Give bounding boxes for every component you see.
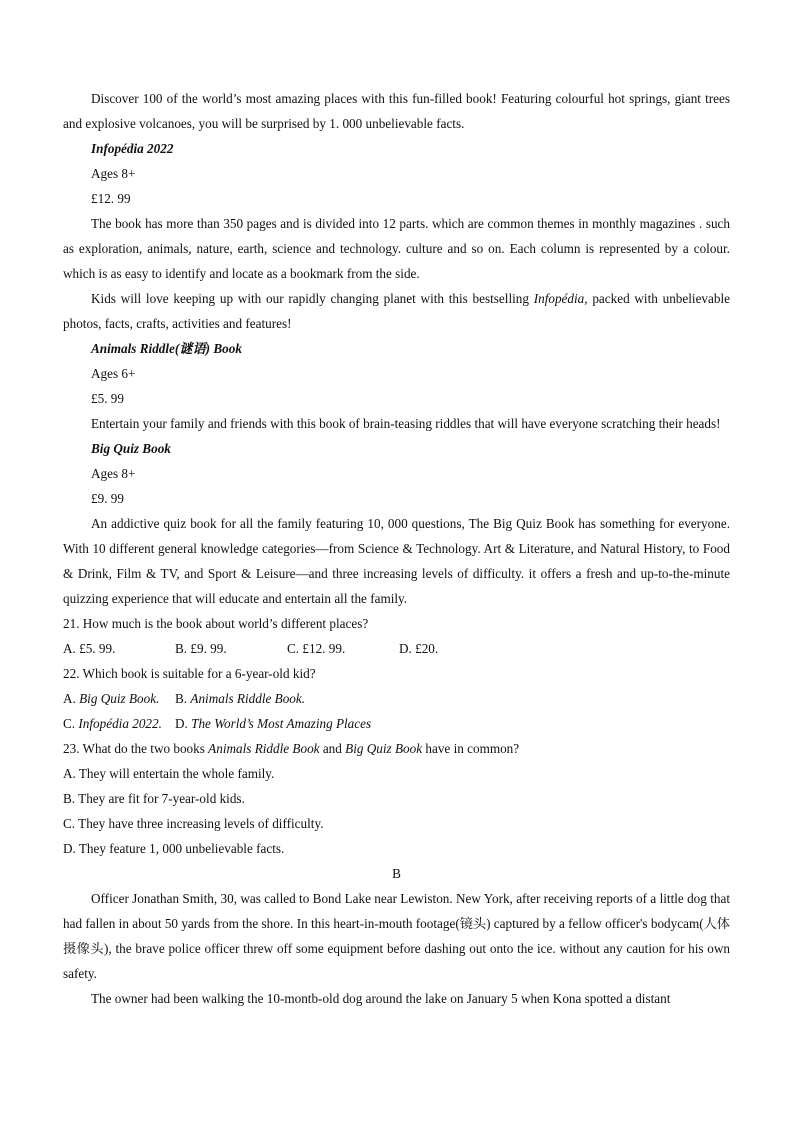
text-run: and xyxy=(319,741,346,756)
option-letter: B. xyxy=(175,691,191,706)
question-21-stem: 21. How much is the book about world’s different places? xyxy=(63,616,369,631)
option-text: Infopédia 2022. xyxy=(78,716,162,731)
q21-option-c: C. £12. 99. xyxy=(287,641,346,656)
q23-option-b: B. They are fit for 7-year-old kids. xyxy=(63,791,245,806)
q22-option-a xyxy=(63,686,175,711)
q22-option-b xyxy=(175,686,305,711)
question-23-stem xyxy=(63,736,730,761)
book-desc-quiz: An addictive quiz book for all the family featuring 10, 000 questions, The Big Quiz Book has something for everyone. With 10 different general knowledge categories—from Science & Technology. Art & Literature, and Natural History, to Food & Drink, Film & TV, and Sport & Leisure—and three increasing levels of difficulty. it offers a fresh and up-to-the-minute quizzing experience that will educate and entertain all the family. xyxy=(63,516,730,606)
passage-b-paragraph-2: The owner had been walking the 10-montb-old dog around the lake on January 5 when Kona spotted a distant xyxy=(91,991,671,1006)
text-run: have in common? xyxy=(422,741,520,756)
option-letter: D. xyxy=(175,716,192,731)
question-22-options-cd xyxy=(63,711,730,736)
q21-option-a: A. £5. 99. xyxy=(63,641,116,656)
book-ages-quiz: Ages 8+ xyxy=(91,466,136,481)
text-run-italic: Infopédia xyxy=(533,291,585,306)
passage-b-heading: B xyxy=(392,866,401,881)
q21-option-b: B. £9. 99. xyxy=(175,641,227,656)
text-run-italic: Animals Riddle Book xyxy=(208,741,320,756)
q22-option-d xyxy=(175,711,371,736)
document-page xyxy=(63,86,730,1011)
book-price-infopedia: £12. 99 xyxy=(91,191,131,206)
text-run: Kids will love keeping up with our rapidly changing planet with this bestselling xyxy=(91,291,534,306)
q21-option-d: D. £20. xyxy=(399,641,439,656)
book-desc-infopedia-2 xyxy=(63,286,730,336)
q22-option-c xyxy=(63,711,175,736)
option-text: Animals Riddle Book. xyxy=(190,691,306,706)
book-ages-riddle: Ages 6+ xyxy=(91,366,136,381)
book-title-infopedia: Infopédia 2022 xyxy=(91,141,174,156)
q23-option-c: C. They have three increasing levels of difficulty. xyxy=(63,816,324,831)
book-desc-infopedia: The book has more than 350 pages and is divided into 12 parts. which are common themes in monthly magazines . such as exploration, animals, nature, earth, science and technology. culture and so on. Each column is represented by a colour. which is as easy to identify and locate as a bookmark from the side. xyxy=(63,216,730,281)
book-ages-infopedia: Ages 8+ xyxy=(91,166,136,181)
text-run-italic: Big Quiz Book xyxy=(345,741,423,756)
option-letter: A. xyxy=(63,691,80,706)
book-price-quiz: £9. 99 xyxy=(91,491,124,506)
option-text: Big Quiz Book. xyxy=(79,691,160,706)
text-run: 23. What do the two books xyxy=(63,741,209,756)
question-22-options-ab xyxy=(63,686,730,711)
question-22-stem: 22. Which book is suitable for a 6-year-old kid? xyxy=(63,666,316,681)
passage-a-intro: Discover 100 of the world’s most amazing places with this fun-filled book! Featuring colourful hot springs, giant trees and explosive volcanoes, you will be surprised by 1. 000 unbelievable facts. xyxy=(63,91,730,131)
question-21-options xyxy=(63,636,730,661)
text-run: , packed with unbelievable photos, facts, crafts, activities and features! xyxy=(63,291,730,331)
book-price-riddle: £5. 99 xyxy=(91,391,124,406)
book-desc-riddle: Entertain your family and friends with this book of brain-teasing riddles that will have everyone scratching their heads! xyxy=(91,416,721,431)
book-title-quiz: Big Quiz Book xyxy=(91,441,171,456)
option-letter: C. xyxy=(63,716,79,731)
book-title-riddle: Animals Riddle(谜语) Book xyxy=(91,341,242,356)
q23-option-d: D. They feature 1, 000 unbelievable facts. xyxy=(63,841,285,856)
passage-b-paragraph-1: Officer Jonathan Smith, 30, was called to Bond Lake near Lewiston. New York, after receiving reports of a little dog that had fallen in about 50 yards from the shore. In this heart-in-mouth footage(镜头) captured by a fellow officer's bodycam(人体摄像头), the brave police officer threw off some equipment before dashing out onto the ice. without any caution for his own safety. xyxy=(63,891,730,981)
q23-option-a: A. They will entertain the whole family. xyxy=(63,766,275,781)
option-text: The World’s Most Amazing Places xyxy=(191,716,372,731)
